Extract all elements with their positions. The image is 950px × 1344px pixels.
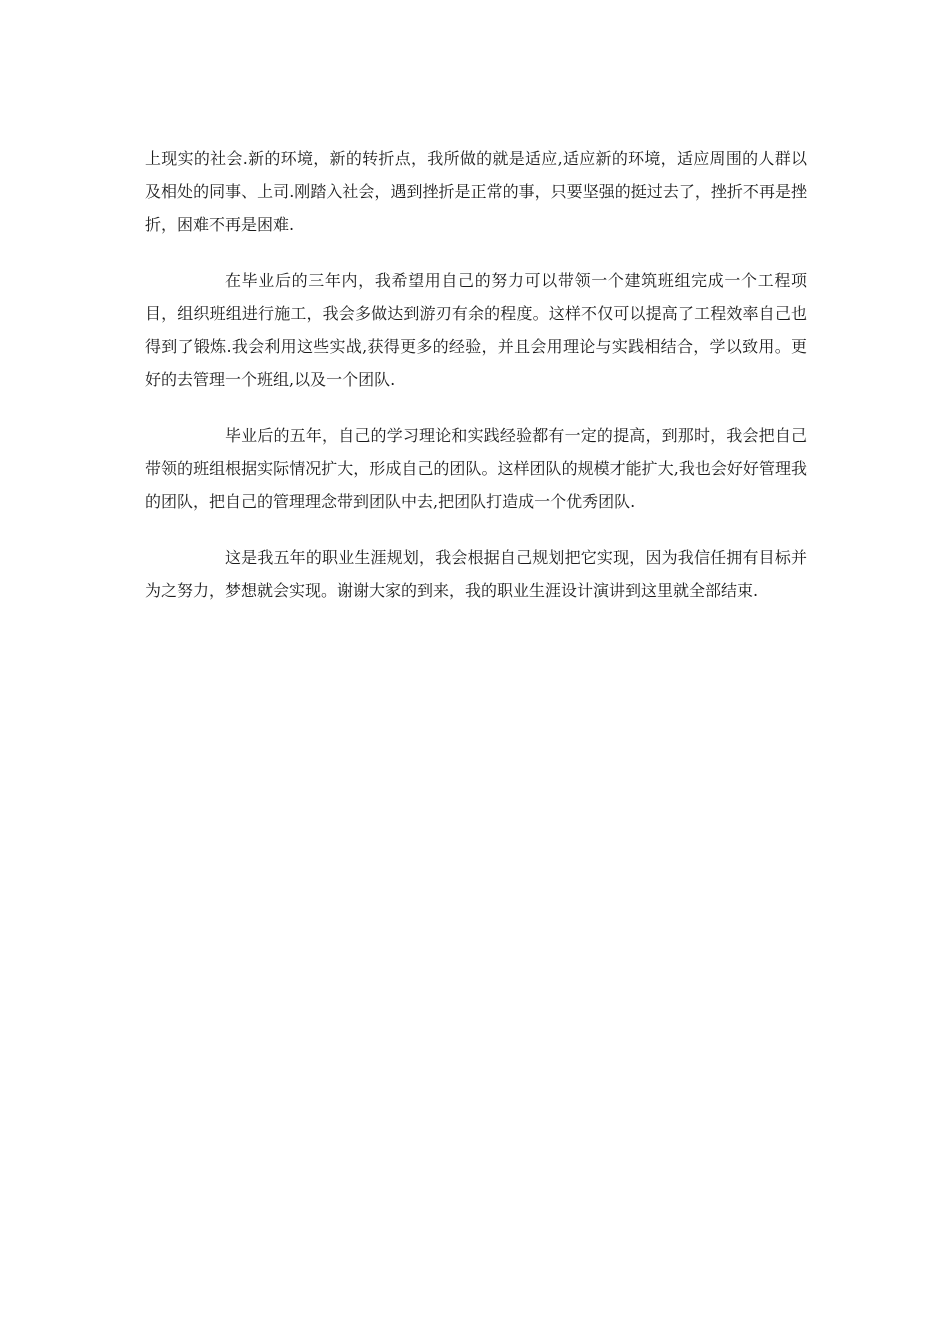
paragraph-3: 毕业后的五年，自己的学习理论和实践经验都有一定的提高，到那时，我会把自己带领的班组根据实际情况扩大，形成自己的团队。这样团队的规模才能扩大,我也会好好管理我的团队，把自己的管理理念带到团队中去,把团队打造成一个优秀团队. bbox=[145, 426, 807, 511]
document-body bbox=[145, 142, 807, 630]
paragraph-2: 在毕业后的三年内，我希望用自己的努力可以带领一个建筑班组完成一个工程项目，组织班组进行施工，我会多做达到游刃有余的程度。这样不仅可以提高了工程效率自己也得到了锻炼.我会利用这些实战,获得更多的经验，并且会用理论与实践相结合，学以致用。更好的去管理一个班组,以及一个团队. bbox=[145, 271, 807, 389]
paragraph-4: 这是我五年的职业生涯规划，我会根据自己规划把它实现，因为我信任拥有目标并为之努力，梦想就会实现。谢谢大家的到来，我的职业生涯设计演讲到这里就全部结束. bbox=[145, 548, 807, 600]
paragraph-1: 上现实的社会.新的环境，新的转折点，我所做的就是适应,适应新的环境，适应周围的人群以及相处的同事、上司.刚踏入社会，遇到挫折是正常的事，只要坚强的挺过去了，挫折不再是挫折，困难不再是困难. bbox=[145, 149, 807, 234]
